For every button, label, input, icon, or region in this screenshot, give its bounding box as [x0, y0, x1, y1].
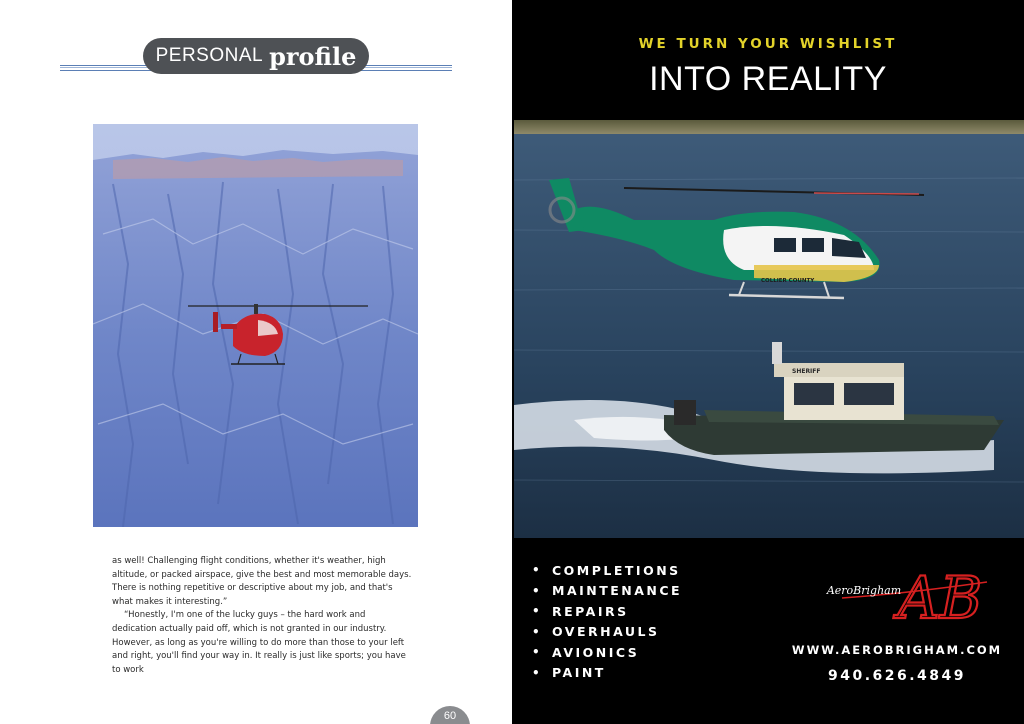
- canyon-helicopter-photo: [93, 124, 418, 527]
- bullet-icon: •: [532, 665, 543, 680]
- page-number-tab: 60: [430, 706, 470, 724]
- section-label-bold: profile: [269, 41, 357, 71]
- service-label: MAINTENANCE: [552, 583, 683, 599]
- service-label: AVIONICS: [552, 644, 640, 660]
- ad-tagline: WE TURN YOUR WISHLIST: [638, 36, 898, 52]
- article-paragraph: as well! Challenging flight conditions, whether it's weather, high altitude, or packed airspace, give the best and most memorable days. There is nothing repetitive or descriptive about my job, and that's what makes it interesting.”: [112, 556, 412, 607]
- advertisement-page: [512, 0, 1024, 724]
- section-label-light: PERSONAL: [155, 45, 264, 66]
- service-label: COMPLETIONS: [552, 562, 681, 578]
- service-item-avionics: [532, 642, 682, 663]
- service-label: REPAIRS: [552, 603, 629, 619]
- bullet-icon: •: [532, 563, 543, 578]
- service-item-paint: [532, 663, 682, 684]
- service-item-overhauls: [532, 622, 682, 643]
- boat-lettering: SHERIFF: [792, 368, 821, 375]
- bullet-icon: •: [532, 645, 543, 660]
- canyon-photo-illustration: [93, 124, 418, 527]
- water-photo-illustration: [514, 120, 1024, 538]
- aerobrigham-logo-icon: [812, 552, 992, 634]
- brand-monogram: AB: [897, 564, 983, 632]
- ad-headline: INTO REALITY: [649, 60, 887, 98]
- helicopter-lettering: COLLIER COUNTY: [761, 278, 815, 284]
- brand-script: AeroBrigham: [826, 584, 902, 597]
- bullet-icon: •: [532, 583, 543, 598]
- service-label: PAINT: [552, 665, 606, 681]
- bullet-icon: •: [532, 624, 543, 639]
- service-item-completions: [532, 560, 682, 581]
- article-body: [112, 555, 412, 677]
- service-item-repairs: [532, 601, 682, 622]
- section-header-pill: [143, 38, 369, 74]
- aerobrigham-logo: [812, 552, 992, 634]
- helicopter-boat-photo: [514, 120, 1024, 538]
- service-item-maintenance: [532, 581, 682, 602]
- service-label: OVERHAULS: [552, 624, 660, 640]
- services-list: [532, 560, 682, 683]
- article-paragraph: “Honestly, I'm one of the lucky guys – the hard work and dedication actually paid off, which is not granted in our industry. However, as long as you're willing to do more than those to your left and right, you'll find your way in. It really is just like sports; you have to work: [112, 610, 406, 675]
- brand-website-link[interactable]: WWW.AEROBRIGHAM.COM: [791, 643, 1003, 657]
- bullet-icon: •: [532, 604, 543, 619]
- brand-phone-number[interactable]: 940.626.4849: [827, 668, 967, 684]
